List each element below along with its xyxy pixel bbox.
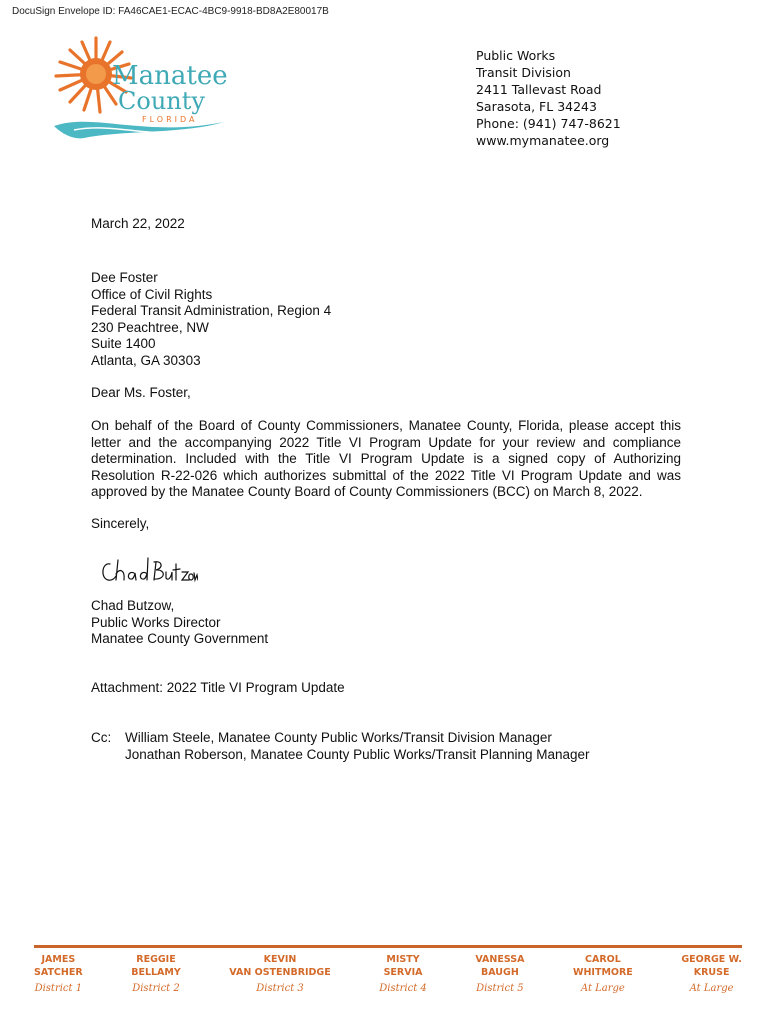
cc-label: Cc:: [91, 730, 112, 745]
commissioner-first-name: REGGIE: [136, 954, 176, 965]
handwritten-signature: [98, 554, 198, 588]
commissioner-district: District 2: [132, 983, 180, 994]
commissioner: [34, 954, 83, 996]
manatee-county-logo-graphic: [34, 30, 234, 142]
commissioner: [379, 954, 427, 996]
cc-recipient: William Steele, Manatee County Public Works/Transit Division Manager: [125, 730, 552, 745]
commissioners-footer: [34, 954, 742, 996]
commissioner: [573, 954, 633, 996]
cc-recipient: Jonathan Roberson, Manatee County Public Works/Transit Planning Manager: [125, 746, 590, 762]
commissioner-last-name: BAUGH: [481, 966, 519, 978]
commissioner-district: At Large: [689, 983, 734, 994]
return-address-web: www.mymanatee.org: [476, 133, 610, 148]
commissioner: [131, 954, 181, 996]
commissioner-last-name: SERVIA: [383, 966, 423, 978]
signer-title: Public Works Director: [91, 614, 221, 630]
return-address-division: Transit Division: [476, 65, 571, 80]
signer-org: Manatee County Government: [91, 631, 269, 646]
signer-block: [91, 598, 681, 648]
signer-name: Chad Butzow,: [91, 598, 175, 613]
logo-florida-text: FLORIDA: [142, 115, 198, 124]
commissioner-district: District 1: [34, 983, 83, 994]
commissioner-last-name: SATCHER: [34, 966, 83, 978]
logo-county-text: County: [118, 87, 205, 115]
return-address-dept: Public Works: [476, 48, 556, 63]
recipient-street: 230 Peachtree, NW: [91, 319, 209, 335]
commissioner: [475, 954, 524, 996]
commissioner-district: District 3: [256, 983, 304, 994]
footer-divider: [34, 945, 742, 948]
recipient-agency: Federal Transit Administration, Region 4: [91, 303, 332, 318]
cc-list: [125, 730, 590, 763]
return-address-city: Sarasota, FL 34243: [476, 99, 597, 114]
commissioner-first-name: MISTY: [386, 954, 420, 965]
return-address-street: 2411 Tallevast Road: [476, 82, 602, 97]
closing: Sincerely,: [91, 516, 150, 531]
letter-body: On behalf of the Board of County Commissioners, Manatee County, Florida, please accept this letter and the accompanying 2022 Title VI Program Update for your review and compliance determination. Included with the Title VI Program Update is a signed copy of Authorizing Resolution R-22-026 which authorizes submittal of the 2022 Title VI Program Update and was approved by the Manatee County Board of County Commissioners (BCC) on March 8, 2022.: [91, 418, 681, 499]
commissioner-last-name: WHITMORE: [573, 966, 633, 978]
docusign-envelope-id: DocuSign Envelope ID: FA46CAE1-ECAC-4BC9-9918-BD8A2E80017B: [12, 6, 329, 17]
letter-date: March 22, 2022: [91, 216, 185, 231]
recipient-city: Atlanta, GA 30303: [91, 352, 201, 368]
attachment-line: Attachment: 2022 Title VI Program Update: [91, 680, 345, 695]
commissioner: [229, 954, 330, 996]
commissioner-first-name: JAMES: [41, 954, 76, 965]
commissioner-district: At Large: [580, 983, 625, 994]
return-address: [476, 47, 621, 149]
commissioner-first-name: KEVIN: [263, 954, 297, 965]
commissioner: [681, 954, 742, 996]
return-address-phone: Phone: (941) 747-8621: [476, 116, 621, 131]
logo-manatee-text: Manatee: [112, 61, 228, 91]
cc-block: [91, 730, 681, 763]
recipient-name: Dee Foster: [91, 270, 158, 285]
commissioner-first-name: GEORGE W.: [681, 954, 742, 965]
signature-graphic: [98, 554, 198, 588]
recipient-address: [91, 270, 681, 369]
commissioner-first-name: CAROL: [585, 954, 621, 965]
manatee-county-logo: [34, 30, 234, 142]
salutation: Dear Ms. Foster,: [91, 385, 191, 400]
recipient-suite: Suite 1400: [91, 336, 156, 351]
commissioner-last-name: KRUSE: [693, 966, 730, 978]
recipient-office: Office of Civil Rights: [91, 286, 213, 302]
commissioner-last-name: VAN OSTENBRIDGE: [229, 966, 331, 978]
commissioner-district: District 5: [476, 983, 524, 994]
commissioner-first-name: VANESSA: [475, 954, 525, 965]
commissioner-last-name: BELLAMY: [131, 966, 181, 978]
commissioner-district: District 4: [379, 983, 427, 994]
